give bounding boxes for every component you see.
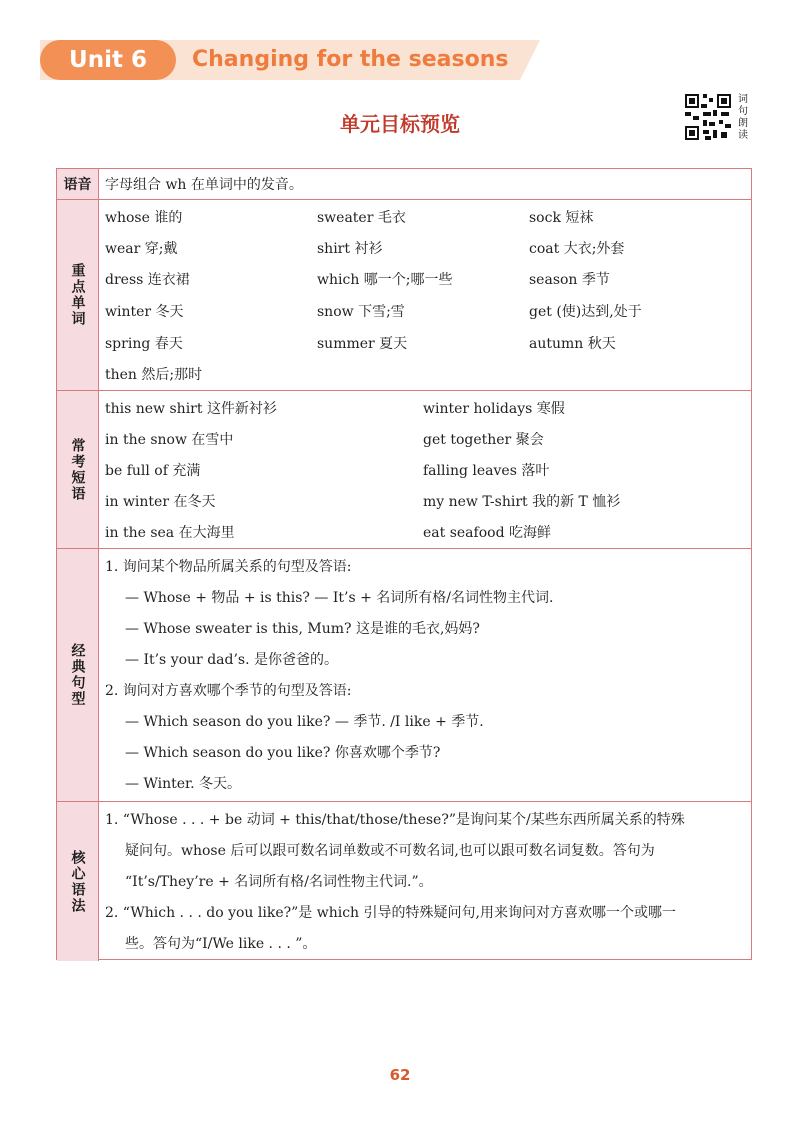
word-item: spring 春天 (105, 336, 183, 352)
vocabulary-content (99, 200, 751, 390)
phrase-item: in the sea 在大海里 (105, 525, 235, 541)
sentences-content (99, 549, 751, 801)
word-item: sock 短袜 (529, 210, 594, 226)
phrase-item: winter holidays 寒假 (423, 401, 565, 417)
sentences-row (57, 549, 751, 802)
sentence-line: — Winter. 冬天。 (125, 776, 242, 792)
phrase-item: this new shirt 这件新衬衫 (105, 401, 277, 417)
grammar-content (99, 802, 751, 961)
phrase-item: in winter 在冬天 (105, 494, 216, 510)
grammar-line: “It’s/They’re + 名词所有格/名词性物主代词.”。 (125, 874, 433, 890)
word-item: coat 大衣;外套 (529, 241, 625, 257)
grammar-line: 2. “Which . . . do you like?”是 which 引导的特殊疑问句,用来询问对方喜欢哪一个或哪一 (105, 905, 676, 921)
unit-overview-table (56, 168, 752, 960)
sentences-label: 经典句型 (69, 643, 86, 707)
unit-banner (40, 40, 540, 80)
word-item: winter 冬天 (105, 304, 184, 320)
sentence-line: — Which season do you like? — 季节. /I like + 季节. (125, 714, 484, 730)
phonetics-label: 语音 (63, 177, 92, 193)
unit-label: Unit 6 (40, 40, 176, 80)
word-item: whose 谁的 (105, 210, 183, 226)
word-item: which 哪一个;哪一些 (317, 272, 453, 288)
phrases-label: 常考短语 (69, 437, 86, 502)
sentence-line: — It’s your dad’s. 是你爸爸的。 (125, 652, 338, 668)
unit-title: Changing for the seasons (192, 47, 509, 72)
word-item: get (使)达到,处于 (529, 304, 642, 320)
grammar-line: 1. “Whose . . . + be 动词 + this/that/those/these?”是询问某个/某些东西所属关系的特殊 (105, 812, 685, 828)
sentence-line: — Whose + 物品 + is this? — It’s + 名词所有格/名词性物主代词. (125, 590, 554, 606)
phonetics-row (57, 169, 751, 200)
vocabulary-label: 重点单词 (69, 263, 86, 327)
phonetics-text: 字母组合 wh 在单词中的发音。 (105, 177, 303, 193)
phrase-item: get together 聚会 (423, 432, 544, 448)
phonetics-content (99, 169, 751, 199)
page-number: 62 (389, 1066, 411, 1084)
grammar-label: 核心语法 (69, 849, 86, 914)
word-item: dress 连衣裙 (105, 272, 190, 288)
sentence-line: — Which season do you like? 你喜欢哪个季节? (125, 745, 441, 761)
grammar-line: 些。答句为“I/We like . . . ”。 (125, 936, 317, 952)
word-item: shirt 衬衫 (317, 241, 383, 257)
grammar-row (57, 802, 751, 961)
sentences-label-cell (57, 549, 99, 801)
phrases-label-cell (57, 391, 99, 548)
vocabulary-row (57, 200, 751, 391)
phrase-item: in the snow 在雪中 (105, 432, 234, 448)
vocabulary-label-cell (57, 200, 99, 390)
grammar-label-cell (57, 802, 99, 961)
sentence-line: 1. 询问某个物品所属关系的句型及答语: (105, 559, 352, 575)
sentence-line: 2. 询问对方喜欢哪个季节的句型及答语: (105, 683, 352, 699)
word-item: wear 穿;戴 (105, 241, 178, 257)
phrase-item: my new T-shirt 我的新 T 恤衫 (423, 494, 621, 510)
phrase-item: falling leaves 落叶 (423, 463, 550, 479)
word-item: summer 夏天 (317, 336, 408, 352)
grammar-line: 疑问句。whose 后可以跟可数名词单数或不可数名词,也可以跟可数名词复数。答句为 (125, 843, 655, 859)
word-item: sweater 毛衣 (317, 210, 406, 226)
phrases-content (99, 391, 751, 548)
word-item: autumn 秋天 (529, 336, 616, 352)
phrase-item: be full of 充满 (105, 463, 201, 479)
word-item: then 然后;那时 (105, 367, 203, 383)
qr-label: 词句朗读 (738, 94, 748, 141)
phrases-row (57, 391, 751, 549)
word-item: snow 下雪;雪 (317, 304, 405, 320)
phonetics-label-cell (57, 169, 99, 199)
phrase-item: eat seafood 吃海鲜 (423, 525, 551, 541)
qr-code-icon[interactable] (683, 92, 733, 142)
word-item: season 季节 (529, 272, 610, 288)
page-title: 单元目标预览 (340, 112, 460, 136)
sentence-line: — Whose sweater is this, Mum? 这是谁的毛衣,妈妈? (125, 621, 480, 637)
